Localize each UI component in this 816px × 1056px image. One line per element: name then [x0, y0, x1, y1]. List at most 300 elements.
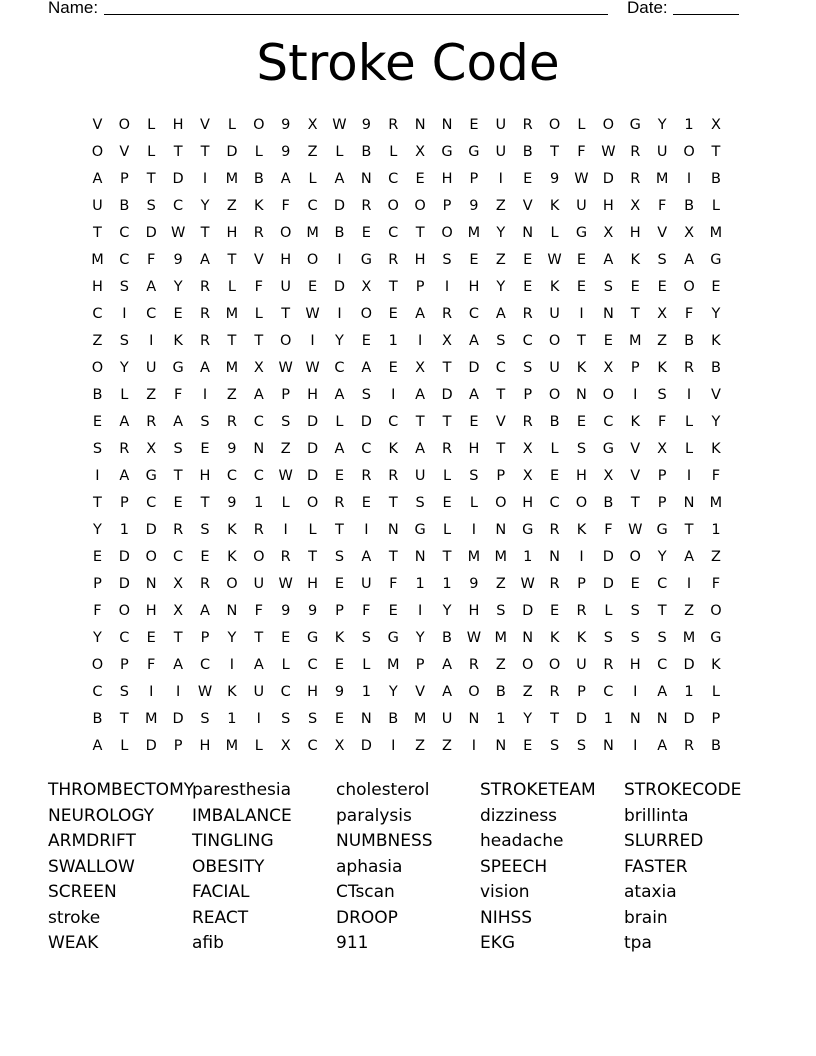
grid-letter: E: [146, 630, 156, 646]
grid-letter: X: [253, 360, 264, 376]
grid-letter: X: [334, 738, 345, 754]
grid-letter: G: [468, 144, 480, 160]
grid-letter: K: [334, 630, 345, 646]
grid-letter: V: [522, 198, 533, 214]
grid-letter: M: [494, 549, 508, 565]
grid-letter: O: [145, 549, 157, 565]
grid-letter: R: [119, 441, 130, 457]
grid-letter: Z: [146, 387, 157, 403]
grid-letter: I: [633, 738, 638, 754]
grid-letter: O: [360, 306, 373, 322]
word-bank-item: THROMBECTOMY: [48, 780, 195, 800]
grid-letter: D: [468, 360, 480, 376]
grid-letter: 9: [173, 252, 183, 268]
word-bank: [48, 778, 768, 957]
grid-letter: Y: [93, 630, 102, 646]
word-bank-item: WEAK: [48, 933, 99, 953]
grid-letter: H: [91, 279, 103, 295]
grid-letter: E: [603, 333, 613, 349]
grid-letter: R: [388, 468, 399, 484]
grid-letter: D: [145, 522, 157, 538]
grid-letter: Z: [657, 333, 668, 349]
grid-letter: O: [279, 333, 292, 349]
grid-letter: A: [442, 657, 452, 673]
grid-letter: Z: [495, 198, 506, 214]
grid-letter: V: [630, 468, 641, 484]
grid-letter: Y: [657, 549, 667, 565]
grid-letter: U: [253, 576, 265, 592]
grid-letter: 1: [361, 684, 371, 700]
grid-letter: U: [549, 306, 560, 322]
grid-letter: S: [334, 549, 345, 565]
grid-letter: P: [200, 630, 210, 646]
grid-letter: E: [281, 630, 291, 646]
grid-letter: O: [548, 333, 561, 349]
word-bank-item: NEUROLOGY: [48, 805, 155, 826]
grid-letter: O: [495, 495, 507, 511]
grid-letter: R: [388, 252, 399, 268]
grid-letter: Z: [280, 441, 291, 457]
grid-letter: T: [254, 630, 264, 646]
grid-letter: L: [550, 441, 559, 457]
grid-letter: P: [657, 468, 667, 484]
grid-letter: S: [307, 711, 318, 727]
grid-letter: N: [360, 171, 372, 187]
grid-letter: I: [337, 252, 342, 268]
grid-letter: L: [362, 657, 371, 673]
grid-letter: M: [306, 225, 319, 241]
grid-letter: K: [227, 522, 237, 538]
grid-letter: R: [226, 414, 237, 430]
grid-letter: C: [146, 306, 157, 322]
grid-letter: C: [603, 414, 614, 430]
grid-letter: I: [95, 468, 100, 484]
grid-letter: 1: [684, 117, 694, 133]
grid-letter: L: [550, 225, 559, 241]
grid-letter: G: [629, 117, 641, 133]
grid-letter: C: [253, 468, 264, 484]
grid-letter: G: [575, 225, 588, 241]
grid-letter: D: [306, 441, 319, 457]
grid-letter: O: [91, 360, 104, 376]
grid-letter: X: [307, 117, 318, 133]
grid-letter: R: [684, 738, 695, 754]
grid-letter: A: [119, 414, 130, 430]
grid-letter: Z: [415, 738, 426, 754]
grid-letter: T: [630, 306, 640, 322]
grid-letter: G: [522, 522, 534, 538]
grid-letter: T: [684, 522, 694, 538]
grid-letter: D: [145, 738, 157, 754]
grid-letter: W: [332, 117, 347, 133]
grid-letter: Z: [442, 738, 452, 754]
grid-letter: T: [173, 630, 183, 646]
grid-letter: N: [602, 738, 614, 754]
grid-letter: P: [442, 198, 452, 214]
grid-letter: S: [657, 252, 667, 268]
grid-letter: B: [603, 495, 614, 511]
grid-letter: K: [630, 252, 641, 268]
grid-letter: G: [602, 441, 614, 457]
grid-letter: K: [711, 657, 721, 673]
grid-letter: X: [710, 117, 721, 133]
grid-letter: H: [441, 171, 453, 187]
grid-letter: I: [391, 738, 396, 754]
name-label: Name:: [48, 0, 99, 17]
grid-letter: Z: [495, 252, 506, 268]
grid-letter: H: [602, 198, 614, 214]
grid-letter: K: [711, 441, 721, 457]
grid-letter: E: [523, 279, 533, 295]
word-bank-item: NIHSS: [480, 907, 533, 928]
grid-letter: B: [92, 711, 103, 727]
grid-letter: R: [173, 522, 184, 538]
grid-letter: S: [657, 630, 667, 646]
grid-letter: A: [334, 387, 345, 403]
grid-letter: D: [306, 468, 319, 484]
grid-letter: I: [364, 522, 369, 538]
grid-letter: K: [254, 198, 264, 214]
grid-letter: C: [522, 333, 533, 349]
grid-letter: H: [307, 684, 319, 700]
grid-letter: E: [334, 576, 345, 592]
grid-letter: O: [602, 117, 615, 133]
grid-letter: P: [711, 711, 721, 727]
grid-letter: H: [468, 279, 480, 295]
grid-letter: T: [200, 225, 210, 241]
grid-letter: A: [684, 252, 694, 268]
grid-letter: Z: [495, 576, 506, 592]
date-label: Date:: [627, 0, 668, 17]
grid-letter: I: [229, 657, 235, 673]
grid-letter: N: [495, 522, 507, 538]
grid-letter: I: [686, 576, 692, 592]
grid-letter: O: [548, 657, 561, 673]
grid-letter: M: [655, 171, 669, 187]
grid-letter: M: [225, 171, 239, 187]
grid-letter: C: [119, 252, 130, 268]
grid-letter: W: [520, 576, 535, 592]
grid-letter: B: [334, 225, 345, 241]
grid-letter: L: [335, 144, 344, 160]
word-bank-item: IMBALANCE: [192, 805, 292, 826]
word-bank-item: TINGLING: [192, 831, 274, 851]
grid-letter: F: [684, 306, 694, 322]
grid-letter: S: [200, 711, 210, 727]
grid-letter: L: [335, 414, 344, 430]
grid-letter: E: [173, 306, 183, 322]
word-bank-item: dizziness: [480, 805, 558, 826]
grid-letter: T: [146, 171, 156, 187]
grid-letter: H: [522, 495, 534, 511]
grid-letter: C: [657, 576, 668, 592]
grid-letter: P: [523, 387, 533, 403]
grid-letter: T: [200, 495, 210, 511]
grid-letter: C: [173, 198, 184, 214]
grid-letter: S: [146, 198, 156, 214]
grid-letter: C: [92, 684, 103, 700]
grid-letter: X: [603, 468, 614, 484]
grid-letter: B: [684, 333, 695, 349]
grid-letter: T: [200, 144, 210, 160]
grid-letter: A: [468, 387, 479, 403]
grid-letter: C: [253, 414, 264, 430]
grid-letter: I: [175, 684, 181, 700]
grid-letter: R: [361, 468, 372, 484]
grid-letter: B: [92, 387, 103, 403]
grid-letter: I: [391, 387, 396, 403]
grid-letter: U: [414, 468, 426, 484]
grid-letter: I: [686, 468, 692, 484]
word-bank-item: SWALLOW: [48, 856, 135, 877]
grid-letter: L: [147, 117, 156, 133]
grid-letter: G: [656, 522, 668, 538]
grid-letter: F: [577, 144, 586, 160]
grid-letter: R: [253, 522, 264, 538]
grid-letter: U: [92, 198, 103, 214]
grid-letter: 9: [227, 495, 237, 511]
grid-letter: T: [173, 468, 183, 484]
grid-letter: P: [657, 495, 667, 511]
grid-letter: T: [388, 495, 398, 511]
grid-letter: I: [149, 684, 154, 700]
grid-letter: L: [308, 171, 317, 187]
grid-letter: Y: [415, 630, 425, 646]
grid-letter: E: [442, 495, 452, 511]
grid-letter: L: [120, 738, 129, 754]
grid-letter: P: [577, 684, 586, 700]
grid-letter: Y: [711, 414, 721, 430]
grid-letter: X: [657, 441, 668, 457]
grid-letter: R: [199, 576, 211, 592]
grid-letter: I: [686, 387, 692, 403]
grid-letter: E: [361, 495, 371, 511]
grid-letter: K: [630, 414, 641, 430]
word-bank-item: REACT: [192, 907, 249, 928]
grid-letter: 1: [227, 711, 237, 727]
grid-letter: L: [684, 414, 694, 430]
grid-letter: M: [467, 225, 481, 241]
grid-letter: Z: [495, 657, 506, 673]
grid-letter: K: [549, 630, 560, 646]
grid-letter: S: [442, 252, 452, 268]
word-bank-item: paralysis: [336, 805, 412, 826]
grid-letter: I: [256, 711, 261, 727]
grid-letter: X: [361, 279, 372, 295]
grid-letter: Y: [442, 603, 452, 619]
grid-letter: A: [92, 171, 103, 187]
grid-letter: C: [307, 198, 318, 214]
grid-letter: O: [253, 549, 265, 565]
grid-letter: A: [173, 657, 184, 673]
grid-letter: M: [494, 630, 508, 646]
grid-letter: B: [253, 171, 264, 187]
grid-letter: C: [657, 657, 668, 673]
word-bank-item: vision: [480, 882, 530, 902]
grid-letter: A: [657, 684, 668, 700]
grid-letter: T: [254, 333, 264, 349]
grid-letter: U: [253, 684, 265, 700]
grid-letter: H: [226, 225, 238, 241]
grid-letter: O: [629, 549, 641, 565]
grid-letter: N: [145, 576, 157, 592]
grid-letter: I: [444, 279, 450, 295]
grid-letter: O: [710, 603, 722, 619]
name-field[interactable]: [104, 14, 608, 15]
grid-letter: B: [710, 360, 721, 376]
grid-letter: N: [441, 117, 453, 133]
grid-letter: N: [629, 711, 641, 727]
grid-letter: E: [361, 333, 371, 349]
grid-letter: A: [361, 360, 372, 376]
word-bank-item: brillinta: [624, 805, 689, 826]
grid-letter: K: [657, 360, 667, 376]
grid-letter: R: [199, 279, 211, 295]
grid-letter: T: [227, 333, 237, 349]
grid-letter: Z: [226, 387, 237, 403]
grid-letter: M: [386, 657, 400, 673]
grid-letter: Z: [92, 333, 103, 349]
grid-letter: Y: [496, 225, 506, 241]
grid-letter: W: [278, 360, 293, 376]
grid-letter: M: [91, 252, 104, 268]
grid-letter: S: [92, 441, 103, 457]
grid-letter: H: [199, 738, 211, 754]
grid-letter: O: [683, 279, 695, 295]
grid-letter: H: [145, 603, 157, 619]
grid-letter: G: [710, 252, 722, 268]
grid-letter: R: [468, 657, 479, 673]
grid-letter: 9: [307, 603, 318, 619]
grid-letter: A: [280, 171, 291, 187]
grid-letter: T: [577, 333, 586, 349]
grid-letter: E: [361, 225, 371, 241]
grid-letter: E: [200, 549, 210, 565]
grid-letter: O: [279, 225, 292, 241]
grid-letter: Y: [173, 279, 183, 295]
grid-letter: A: [92, 738, 103, 754]
word-bank-item: ARMDRIFT: [48, 831, 136, 851]
grid-letter: A: [415, 306, 426, 322]
grid-letter: F: [711, 576, 721, 592]
grid-letter: T: [442, 414, 452, 430]
grid-letter: W: [547, 252, 562, 268]
grid-letter: R: [199, 333, 211, 349]
grid-letter: F: [711, 468, 721, 484]
word-bank-item: headache: [480, 831, 564, 851]
grid-letter: X: [280, 738, 291, 754]
grid-letter: X: [603, 225, 614, 241]
grid-letter: L: [254, 738, 263, 754]
grid-letter: B: [684, 198, 695, 214]
word-bank-item: afib: [192, 933, 224, 953]
word-bank-item: paresthesia: [192, 780, 292, 800]
word-bank-item: brain: [624, 907, 668, 928]
grid-letter: N: [522, 630, 534, 646]
grid-letter: O: [575, 495, 588, 511]
grid-letter: T: [93, 225, 102, 241]
grid-letter: Y: [657, 117, 667, 133]
grid-letter: B: [710, 738, 721, 754]
grid-letter: I: [471, 522, 477, 538]
grid-letter: E: [334, 711, 345, 727]
grid-letter: R: [630, 144, 641, 160]
grid-letter: W: [170, 225, 186, 241]
grid-letter: T: [496, 387, 506, 403]
letter-grid: [84, 112, 729, 760]
grid-letter: D: [602, 549, 614, 565]
word-bank-item: STROKETEAM: [480, 780, 596, 800]
grid-letter: C: [361, 441, 372, 457]
grid-letter: C: [334, 360, 345, 376]
grid-letter: M: [467, 549, 481, 565]
grid-letter: K: [576, 630, 587, 646]
grid-letter: K: [576, 522, 587, 538]
grid-letter: V: [415, 684, 426, 700]
grid-letter: H: [576, 468, 587, 484]
grid-letter: P: [630, 360, 640, 376]
grid-letter: 1: [442, 576, 452, 592]
word-bank-item: 911: [336, 933, 369, 953]
grid-letter: H: [307, 387, 319, 403]
grid-letter: 9: [334, 684, 345, 700]
grid-letter: S: [281, 414, 291, 430]
grid-letter: I: [633, 684, 638, 700]
grid-letter: X: [173, 603, 184, 619]
word-bank-item: ataxia: [624, 882, 677, 902]
grid-letter: F: [254, 279, 263, 295]
grid-letter: R: [522, 117, 533, 133]
grid-letter: C: [173, 549, 184, 565]
grid-letter: X: [522, 468, 533, 484]
grid-letter: W: [574, 171, 589, 187]
grid-letter: G: [360, 252, 372, 268]
grid-letter: E: [334, 468, 345, 484]
grid-letter: N: [226, 603, 238, 619]
grid-letter: A: [334, 171, 345, 187]
grid-letter: M: [144, 711, 158, 727]
grid-letter: S: [119, 333, 129, 349]
grid-letter: 1: [496, 711, 506, 727]
grid-letter: C: [146, 495, 157, 511]
grid-letter: S: [630, 630, 640, 646]
grid-letter: R: [522, 306, 533, 322]
grid-letter: R: [441, 441, 453, 457]
grid-letter: G: [414, 522, 426, 538]
grid-letter: Z: [307, 144, 318, 160]
grid-letter: L: [684, 441, 694, 457]
grid-letter: M: [413, 711, 427, 727]
grid-letter: F: [281, 198, 290, 214]
grid-letter: D: [172, 711, 184, 727]
grid-letter: D: [575, 711, 588, 727]
grid-letter: 9: [469, 198, 479, 214]
grid-letter: E: [92, 549, 103, 565]
grid-letter: T: [415, 414, 425, 430]
grid-letter: E: [92, 414, 103, 430]
grid-letter: T: [442, 360, 452, 376]
date-field[interactable]: [673, 14, 739, 15]
grid-letter: F: [173, 387, 183, 403]
grid-letter: E: [630, 279, 640, 295]
grid-letter: N: [360, 711, 372, 727]
grid-letter: L: [469, 495, 478, 511]
grid-letter: U: [441, 711, 453, 727]
grid-letter: R: [146, 414, 157, 430]
grid-letter: E: [307, 279, 318, 295]
grid-letter: 1: [711, 522, 721, 538]
grid-letter: B: [710, 171, 721, 187]
